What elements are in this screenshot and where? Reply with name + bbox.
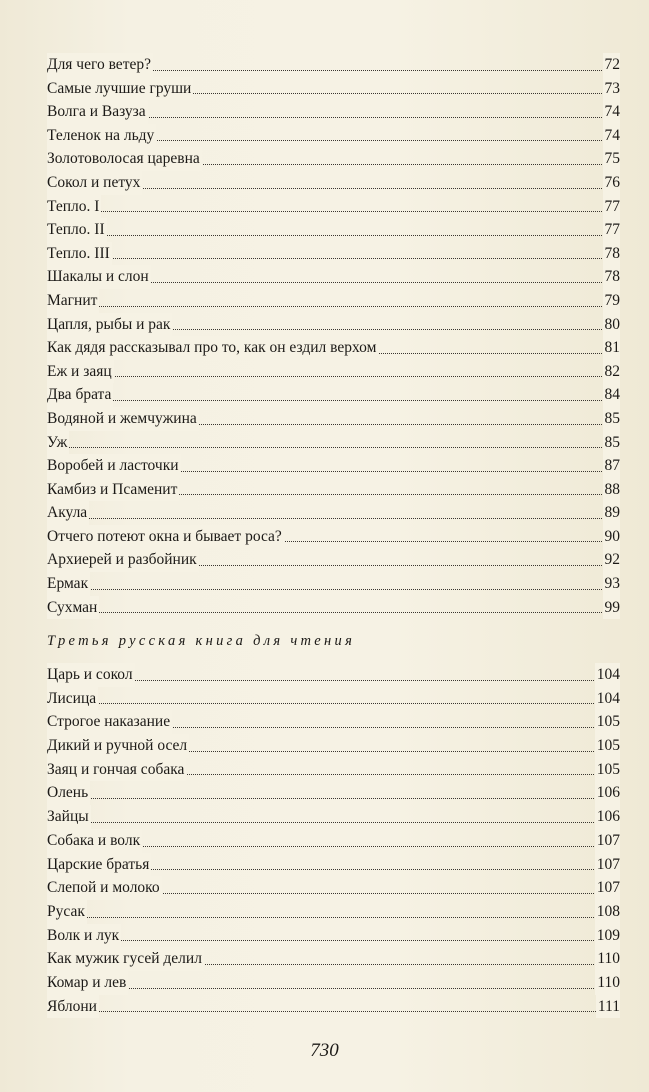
toc-entry-page: 104 bbox=[595, 663, 620, 687]
toc-entry bbox=[47, 758, 620, 782]
toc-entry-title: Сокол и петух bbox=[47, 171, 142, 195]
toc-entry bbox=[47, 876, 620, 900]
toc-entry-page: 72 bbox=[603, 53, 621, 77]
toc-entry bbox=[47, 572, 620, 596]
toc-entry bbox=[47, 171, 620, 195]
toc-entry-page: 92 bbox=[603, 548, 621, 572]
toc-entry-title: Русак bbox=[47, 900, 87, 924]
toc-entry bbox=[47, 195, 620, 219]
toc-entry-page: 85 bbox=[603, 431, 621, 455]
toc-entry bbox=[47, 548, 620, 572]
toc-entry-page: 107 bbox=[595, 876, 620, 900]
toc-entry bbox=[47, 336, 620, 360]
toc-entry-title: Отчего потеют окна и бывает роса? bbox=[47, 525, 284, 549]
toc-entry bbox=[47, 53, 620, 77]
toc-entry bbox=[47, 596, 620, 620]
dot-leader bbox=[47, 376, 620, 377]
page-number: 730 bbox=[310, 1040, 339, 1061]
toc-entry-title: Заяц и гончая собака bbox=[47, 758, 186, 782]
dot-leader bbox=[47, 917, 620, 918]
toc-entry-page: 85 bbox=[603, 407, 621, 431]
dot-leader bbox=[47, 211, 620, 212]
toc-entry bbox=[47, 313, 620, 337]
toc-entry-title: Слепой и молоко bbox=[47, 876, 162, 900]
toc-entry bbox=[47, 77, 620, 101]
toc-entry bbox=[47, 525, 620, 549]
toc-entry bbox=[47, 829, 620, 853]
toc-entry-title: Шакалы и слон bbox=[47, 265, 151, 289]
toc-entry-title: Теленок на льду bbox=[47, 124, 156, 148]
toc-entry bbox=[47, 781, 620, 805]
toc-entry bbox=[47, 971, 620, 995]
dot-leader bbox=[47, 258, 620, 259]
toc-entry bbox=[47, 100, 620, 124]
toc-entry-title: Собака и волк bbox=[47, 829, 142, 853]
toc-entry-page: 90 bbox=[603, 525, 621, 549]
toc-entry-title: Ермак bbox=[47, 572, 90, 596]
toc-entry-page: 105 bbox=[595, 710, 620, 734]
toc-entry-page: 88 bbox=[603, 478, 621, 502]
toc-entry-page: 105 bbox=[595, 758, 620, 782]
dot-leader bbox=[47, 447, 620, 448]
toc-entry-page: 110 bbox=[595, 947, 620, 971]
toc-entry-title: Водяной и жемчужина bbox=[47, 407, 199, 431]
toc-entry-title: Для чего ветер? bbox=[47, 53, 153, 77]
toc-entry-page: 107 bbox=[595, 829, 620, 853]
toc-entry bbox=[47, 265, 620, 289]
toc-entry-page: 77 bbox=[603, 195, 621, 219]
toc-entry-page: 76 bbox=[603, 171, 621, 195]
toc-entry-title: Камбиз и Псаменит bbox=[47, 478, 179, 502]
toc-entry-title: Воробей и ласточки bbox=[47, 454, 181, 478]
dot-leader bbox=[47, 612, 620, 613]
toc-entry-title: Волга и Вазуза bbox=[47, 100, 148, 124]
toc-entry-page: 105 bbox=[595, 734, 620, 758]
toc-entry-title: Дикий и ручной осел bbox=[47, 734, 189, 758]
toc-entry bbox=[47, 454, 620, 478]
toc-entry bbox=[47, 995, 620, 1019]
toc-entry-title: Комар и лев bbox=[47, 971, 128, 995]
toc-entry bbox=[47, 289, 620, 313]
toc-section-2 bbox=[47, 663, 620, 1018]
toc-entry bbox=[47, 924, 620, 948]
toc-entry-page: 74 bbox=[603, 124, 621, 148]
toc-entry bbox=[47, 360, 620, 384]
toc-entry-page: 78 bbox=[603, 265, 621, 289]
toc-entry-page: 74 bbox=[603, 100, 621, 124]
toc-entry bbox=[47, 900, 620, 924]
dot-leader bbox=[47, 822, 620, 823]
toc-entry bbox=[47, 734, 620, 758]
toc-entry-page: 99 bbox=[603, 596, 621, 620]
dot-leader bbox=[47, 518, 620, 519]
toc-entry-page: 81 bbox=[603, 336, 621, 360]
toc-entry-page: 104 bbox=[595, 687, 620, 711]
toc-entry-title: Акула bbox=[47, 501, 89, 525]
toc-entry-title: Тепло. I bbox=[47, 195, 101, 219]
dot-leader bbox=[47, 798, 620, 799]
toc-entry bbox=[47, 947, 620, 971]
toc-entry bbox=[47, 853, 620, 877]
toc-entry-title: Уж bbox=[47, 431, 69, 455]
toc-entry-page: 87 bbox=[603, 454, 621, 478]
toc-entry-page: 80 bbox=[603, 313, 621, 337]
toc-entry bbox=[47, 501, 620, 525]
toc-entry-title: Тепло. II bbox=[47, 218, 107, 242]
toc-entry-title: Еж и заяц bbox=[47, 360, 114, 384]
toc-entry bbox=[47, 663, 620, 687]
dot-leader bbox=[47, 988, 620, 989]
toc-entry-title: Золотоволосая царевна bbox=[47, 147, 202, 171]
toc-entry-page: 109 bbox=[595, 924, 620, 948]
dot-leader bbox=[47, 235, 620, 236]
toc-entry bbox=[47, 218, 620, 242]
toc-entry bbox=[47, 147, 620, 171]
toc-entry-title: Самые лучшие груши bbox=[47, 77, 193, 101]
toc-entry-title: Цапля, рыбы и рак bbox=[47, 313, 172, 337]
toc-entry bbox=[47, 431, 620, 455]
toc-entry-title: Магнит bbox=[47, 289, 99, 313]
section-heading: Третья русская книга для чтения bbox=[47, 633, 356, 649]
toc-entry-title: Яблони bbox=[47, 995, 99, 1019]
toc-entry-page: 84 bbox=[603, 383, 621, 407]
toc-entry-title: Как мужик гусей делил bbox=[47, 947, 204, 971]
toc-entry-title: Сухман bbox=[47, 596, 99, 620]
toc-entry-title: Царь и сокол bbox=[47, 663, 135, 687]
dot-leader bbox=[47, 1011, 620, 1012]
toc-entry bbox=[47, 242, 620, 266]
toc-entry bbox=[47, 687, 620, 711]
toc-entry-page: 89 bbox=[603, 501, 621, 525]
toc-entry-title: Строгое наказание bbox=[47, 710, 172, 734]
toc-entry bbox=[47, 805, 620, 829]
toc-entry-page: 78 bbox=[603, 242, 621, 266]
toc-entry bbox=[47, 478, 620, 502]
toc-entry-title: Волк и лук bbox=[47, 924, 121, 948]
toc-entry-page: 106 bbox=[595, 805, 620, 829]
toc-entry-title: Два брата bbox=[47, 383, 113, 407]
dot-leader bbox=[47, 940, 620, 941]
toc-entry-page: 111 bbox=[596, 995, 620, 1019]
toc-entry bbox=[47, 383, 620, 407]
toc-entry-page: 110 bbox=[595, 971, 620, 995]
toc-entry-title: Архиерей и разбойник bbox=[47, 548, 199, 572]
toc-entry-title: Царские братья bbox=[47, 853, 151, 877]
toc-entry-page: 106 bbox=[595, 781, 620, 805]
toc-entry-page: 79 bbox=[603, 289, 621, 313]
toc-entry-title: Зайцы bbox=[47, 805, 91, 829]
toc-entry-page: 93 bbox=[603, 572, 621, 596]
toc-entry-title: Тепло. III bbox=[47, 242, 112, 266]
toc-entry bbox=[47, 124, 620, 148]
toc-entry-page: 73 bbox=[603, 77, 621, 101]
toc-entry-title: Лисица bbox=[47, 687, 98, 711]
toc-entry-page: 77 bbox=[603, 218, 621, 242]
dot-leader bbox=[47, 703, 620, 704]
toc-entry bbox=[47, 710, 620, 734]
toc-entry bbox=[47, 407, 620, 431]
toc-section-1 bbox=[47, 53, 620, 619]
dot-leader bbox=[47, 400, 620, 401]
toc-entry-page: 82 bbox=[603, 360, 621, 384]
dot-leader bbox=[47, 589, 620, 590]
toc-entry-page: 108 bbox=[595, 900, 620, 924]
toc-entry-page: 75 bbox=[603, 147, 621, 171]
toc-entry-title: Как дядя рассказывал про то, как он ездил верхом bbox=[47, 336, 378, 360]
toc-entry-page: 107 bbox=[595, 853, 620, 877]
dot-leader bbox=[47, 306, 620, 307]
toc-entry-title: Олень bbox=[47, 781, 90, 805]
